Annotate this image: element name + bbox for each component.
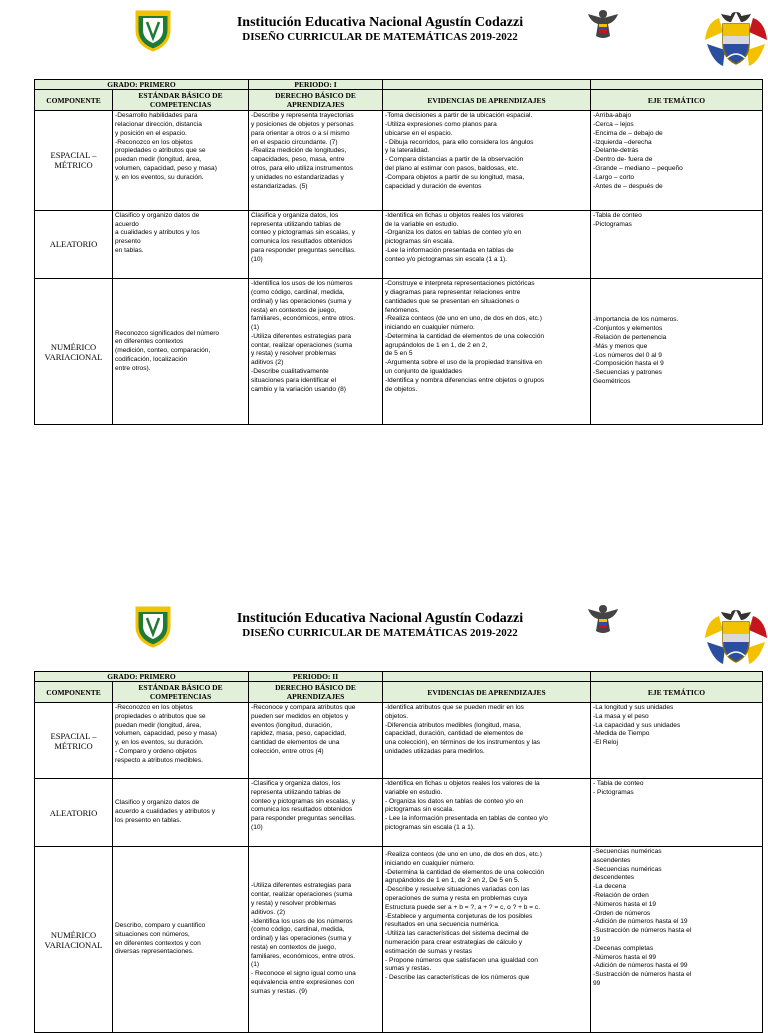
estandar-cell: Reconozco significados del número en diferentes contextos (medición, conteo, comparación, codificación, localización entre otros). — [113, 279, 249, 425]
evidencias-cell: -Identifica en fichas u objetos reales los valores de la variable en estudio. -Organiza los datos en tablas de conteo y/o en pictogramas sin escala. -Lee la información presentada en tablas de conteo y/o pictogramas sin escala (1 a 1). — [383, 210, 591, 278]
header-eje: EJE TEMÁTICO — [591, 90, 763, 111]
colombia-coat-of-arms — [703, 608, 768, 666]
document-page-1 — [0, 0, 768, 440]
componente-cell: ALEATORIO — [49, 239, 98, 250]
derecho-cell: -Identifica los usos de los números (como código, cardinal, medida, ordinal) y las operaciones (suma y resta) en contextos de juego, familiares, económicos, entre otros. (1) -Utiliza diferentes estrategias para contar, realizar operaciones (suma y resta) y resolver problemas aditivos (2) -Describe cualitativamente situaciones para identificar el cambio y la variación usando (8) — [249, 279, 383, 425]
evidencias-cell: -Identifica atributos que se pueden medir en los objetos. -Diferencia atributos medibles (longitud, masa, capacidad, duración, cantidad de elementos de una colección), en términos de los instrumentos y las unidades utilizadas para medirlos. — [383, 703, 591, 779]
eje-cell: - Tabla de conteo - Pictogramas — [591, 779, 763, 847]
header-derecho: DERECHO BÁSICO DE APRENDIZAJES — [249, 682, 383, 703]
componente-cell: VARIACIONAL — [44, 939, 103, 950]
eje-cell: -Importancia de los números. -Conjuntos y elementos -Relación de pertenencia -Más y menos que -Los números del 0 al 9 -Composición hasta el 9 -Secuencias y patrones Geométricos — [591, 279, 763, 425]
estandar-cell: Clasifico y organizo datos de acuerdo a cualidades y atributos y los presento en tablas. — [113, 779, 249, 847]
table-row — [35, 111, 763, 211]
eje-cell: -Arriba-abajo -Cerca – lejos -Encima de – debajo de -Izquierda –derecha -Delante-detrás -Dentro de- fuera de -Grande – mediano – pequeño -Largo – corto -Antes de – después de — [591, 111, 763, 211]
grade-bar-empty — [591, 672, 763, 682]
header-eje: EJE TEMÁTICO — [591, 682, 763, 703]
eje-cell: -La longitud y sus unidades -La masa y el peso -La capacidad y sus unidades -Medida de Tiempo -El Reloj — [591, 703, 763, 779]
evidencias-cell: -Construye e interpreta representaciones pictóricas y diagramas para representar relaciones entre cantidades que se presentan en situaciones o fenómenos. -Realiza conteos (de uno en uno, de dos en dos, etc.) iniciando en cualquier número. -Determina la cantidad de elementos de una colección agrupándolos de 1 en 1, de 2 en 2, de 5 en 5 -Argumenta sobre el uso de la propiedad transitiva en un conjunto de igualdades -Identifica y nombra diferencias entre objetos o grupos de objetos. — [383, 279, 591, 425]
grade-bar-empty — [591, 80, 763, 90]
evidencias-cell: -Identifica en fichas u objetos reales los valores de la variable en estudio. - Organiza los datos en tablas de conteo y/o en pictogramas sin escala. - Lee la información presentada en tablas de conteo y/o pictogramas sin escala (1 a 1). — [383, 779, 591, 847]
table-row — [35, 210, 763, 278]
evidencias-cell: -Toma decisiones a partir de la ubicación espacial. -Utiliza expresiones como planos para ubicarse en el espacio. - Dibuja recorridos, para ello considera los ángulos y la lateralidad. - Compara distancias a partir de la observación del plano al estimar con pasos, baldosas, etc. -Compara objetos a partir de su longitud, masa, capacidad y duración de eventos — [383, 111, 591, 211]
componente-cell: NUMÉRICO — [50, 929, 97, 940]
header-derecho: DERECHO BÁSICO DE APRENDIZAJES — [249, 90, 383, 111]
period-label: PERIODO: I — [249, 80, 383, 90]
colombia-coat-of-arms — [703, 10, 768, 68]
grade-label: GRADO: PRIMERO — [35, 672, 249, 682]
header-componente: COMPONENTE — [35, 90, 113, 111]
national-eagle-emblem — [586, 601, 620, 637]
document-subtitle: DISEÑO CURRICULAR DE MATEMÁTICAS 2019-2022 — [242, 31, 518, 43]
table-row — [35, 779, 763, 847]
header-estandar: ESTÁNDAR BÁSICO DE COMPETENCIAS — [113, 682, 249, 703]
estandar-cell: Clasifico y organizo datos de acuerdo a cualidades y atributos y los presento en tablas. — [113, 210, 249, 278]
componente-cell: ESPACIAL – — [50, 730, 97, 741]
document-subtitle: DISEÑO CURRICULAR DE MATEMÁTICAS 2019-2022 — [242, 627, 518, 639]
header-componente: COMPONENTE — [35, 682, 113, 703]
period-label: PERIODO: II — [249, 672, 383, 682]
estandar-cell: Describo, comparo y cuantifico situaciones con números, en diferentes contextos y con diversas representaciones. — [113, 847, 249, 1033]
header-evidencias: EVIDENCIAS DE APRENDIZAJES — [383, 90, 591, 111]
table-row — [35, 847, 763, 1033]
grade-bar-empty — [383, 672, 591, 682]
componente-cell: MÉTRICO — [54, 740, 93, 751]
derecho-cell: -Describe y representa trayectorias y posiciones de objetos y personas para orientar a otros o a sí mismo en el espacio circundante. (7) -Realiza medición de longitudes, capacidades, peso, masa, entre otros, para ello utiliza instrumentos y unidades no estandarizadas y estandarizadas. (5) — [249, 111, 383, 211]
school-shield-logo — [135, 604, 171, 648]
header-estandar: ESTÁNDAR BÁSICO DE COMPETENCIAS — [113, 90, 249, 111]
table-row — [35, 279, 763, 425]
componente-cell: MÉTRICO — [54, 160, 93, 171]
derecho-cell: -Reconoce y compara atributos que pueden ser medidos en objetos y eventos (longitud, duración, rapidez, masa, peso, capacidad, cantidad de elementos de una colección, entre otros (4) — [249, 703, 383, 779]
derecho-cell: -Utiliza diferentes estrategias para contar, realizar operaciones (suma y resta) y resolver problemas aditivos. (2) -Identifica los usos de los números (como código, cardinal, medida, ordinal) y las operaciones (suma y resta) en contextos de juego, familiares, económicos, entre otros. (1) - Reconoce el signo igual como una equivalencia entre expresiones con sumas y restas. (9) — [249, 847, 383, 1033]
estandar-cell: -Reconozco en los objetos propiedades o atributos que se puedan medir (longitud, área, volumen, capacidad, peso y masa) y, en los eventos, su duración. - Comparo y ordeno objetos respecto a atributos medibles. — [113, 703, 249, 779]
componente-cell: ALEATORIO — [49, 807, 98, 818]
grade-label: GRADO: PRIMERO — [35, 80, 249, 90]
derecho-cell: -Clasifica y organiza datos, los representa utilizando tablas de conteo y pictogramas sin escalas, y comunica los resultados obtenidos para responder preguntas sencillas. (10) — [249, 779, 383, 847]
institution-name: Institución Educativa Nacional Agustín Codazzi — [236, 15, 524, 30]
curriculum-table-period-2 — [34, 671, 763, 1033]
componente-cell: NUMÉRICO — [50, 341, 97, 352]
national-eagle-emblem — [586, 6, 620, 42]
componente-cell: ESPACIAL – — [50, 150, 97, 161]
document-page-2 — [0, 596, 768, 1024]
evidencias-cell: -Realiza conteos (de uno en uno, de dos en dos, etc.) iniciando en cualquier número. -Determina la cantidad de elementos de una colección agrupándolos de 1 en 1, de 2 en 2, De 5 en 5. -Describe y resuelve situaciones variadas con las operaciones de suma y resta en problemas cuya Estructura puede ser a + b = ?, a + ? = c, o ? + b = c. -Establece y argumenta conjeturas de los posibles resultados en una secuencia numérica. -Utiliza las características del sistema decimal de numeración para crear estrategias de cálculo y estimación de sumas y restas - Propone números que satisfacen una igualdad con sumas y restas. - Describe las características de los números que — [383, 847, 591, 1033]
eje-cell: -Secuencias numéricas ascendentes -Secuencias numéricas descendentes -La decena -Relación de orden -Números hasta el 19 -Orden de números -Adición de números hasta el 19 -Sustracción de números hasta el 19 -Decenas completas -Números hasta el 99 -Adición de números hasta el 99 -Sustracción de números hasta el 99 — [591, 847, 763, 1033]
derecho-cell: Clasifica y organiza datos, los representa utilizando tablas de conteo y pictogramas sin escalas, y comunica los resultados obtenidos para responder preguntas sencillas. (10) — [249, 210, 383, 278]
table-row — [35, 703, 763, 779]
curriculum-table-period-1 — [34, 79, 763, 425]
grade-bar-empty — [383, 80, 591, 90]
school-shield-logo — [135, 8, 171, 52]
componente-cell: VARIACIONAL — [44, 351, 103, 362]
header-evidencias: EVIDENCIAS DE APRENDIZAJES — [383, 682, 591, 703]
eje-cell: -Tabla de conteo -Pictogramas — [591, 210, 763, 278]
institution-name: Institución Educativa Nacional Agustín Codazzi — [236, 611, 524, 626]
estandar-cell: -Desarrollo habilidades para relacionar dirección, distancia y posición en el espacio. -Reconozco en los objetos propiedades o atributos que se puedan medir (longitud, área, volumen, capacidad, peso y masa) y, en los eventos, su duración. — [113, 111, 249, 211]
